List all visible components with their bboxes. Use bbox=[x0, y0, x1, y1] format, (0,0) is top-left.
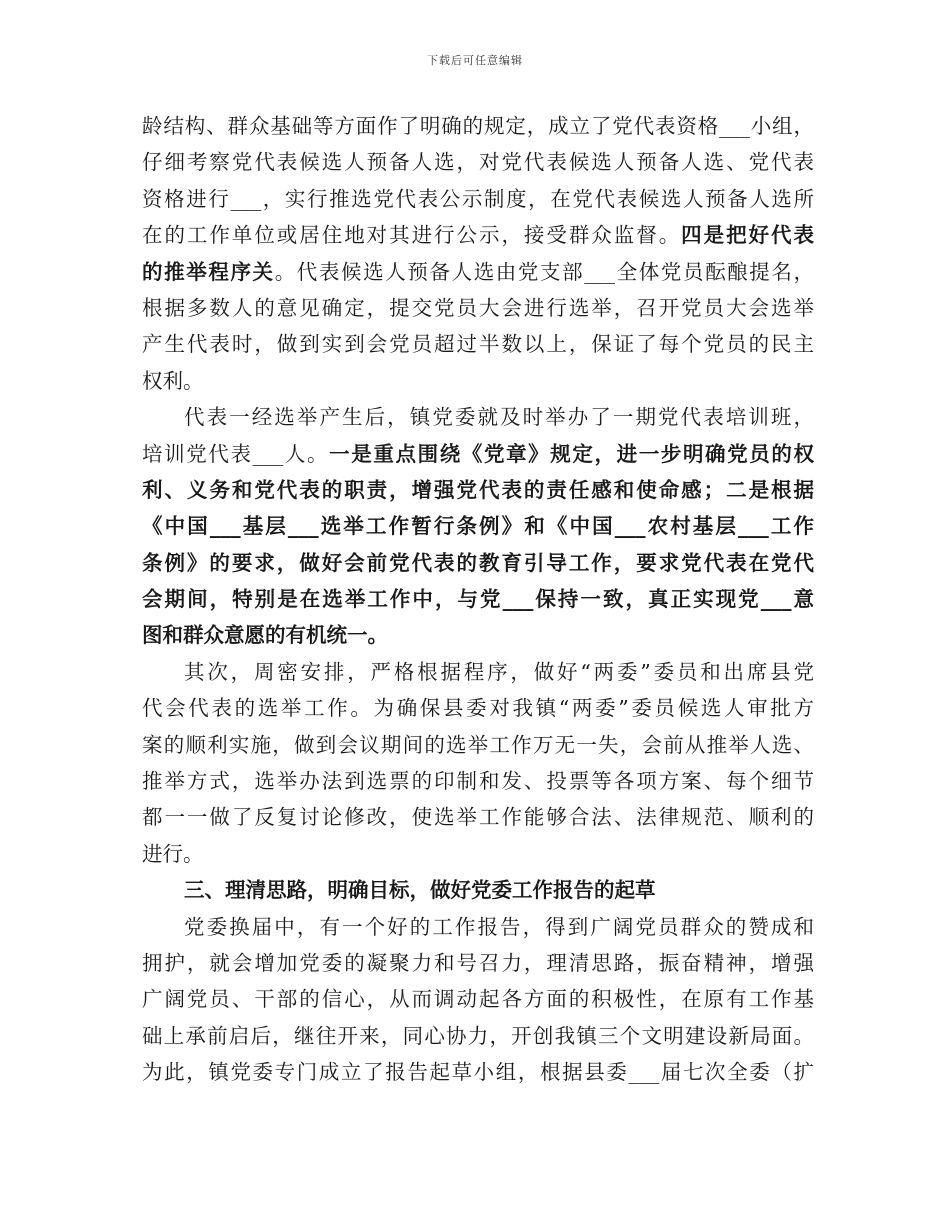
text-line bbox=[142, 945, 814, 981]
text-line bbox=[142, 617, 814, 653]
text-line bbox=[142, 799, 814, 835]
text-run: 础上承前启后，继往开来，同心协力，开创我镇三个文明建设新局面。 bbox=[142, 1023, 814, 1048]
text-run: 党委换届中，有一个好的工作报告，得到广阔党员群众的赞成和 bbox=[184, 914, 814, 939]
text-run: 龄结构、群众基础等方面作了明确的规定，成立了党代表资格___小组， bbox=[142, 114, 814, 138]
text-line bbox=[142, 363, 814, 399]
text-run: 资格进行___，实行推选党代表公示制度，在党代表候选人预备人选所 bbox=[142, 186, 814, 211]
text-line bbox=[142, 836, 814, 872]
bold-text-run: 会期间，特别是在选举工作中，与党___保持一致，真正实现党___意 bbox=[142, 587, 814, 612]
text-run: 代会代表的选举工作。为确保县委对我镇“两委”委员候选人审批方 bbox=[142, 696, 814, 721]
text-line bbox=[142, 290, 814, 326]
text-run: 广阔党员、干部的信心，从而调动起各方面的积极性，在原有工作基 bbox=[142, 987, 814, 1012]
bold-text-run: 图和群众意愿的有机统一。 bbox=[142, 623, 388, 648]
bold-text-run: 三、理清思路，明确目标，做好党委工作报告的起草 bbox=[184, 878, 656, 903]
text-line bbox=[142, 144, 814, 180]
text-line bbox=[142, 217, 814, 253]
text-run: 其次，周密安排，严格根据程序，做好“两委”委员和出席县党 bbox=[184, 659, 814, 684]
text-line bbox=[142, 545, 814, 581]
text-line bbox=[142, 181, 814, 217]
text-line bbox=[142, 436, 814, 472]
text-line bbox=[142, 909, 814, 945]
text-line bbox=[142, 254, 814, 290]
text-line bbox=[142, 1054, 814, 1090]
bold-text-run: 一是重点围绕《党章》规定，进一步明确党员的权 bbox=[329, 441, 815, 466]
text-run: 拥护，就会增加党委的凝聚力和号召力，理清思路，振奋精神，增强 bbox=[142, 950, 814, 975]
bold-text-run: 条例》的要求，做好会前党代表的教育引导工作，要求党代表在党代 bbox=[142, 550, 814, 575]
text-run: 培训党代表___人。 bbox=[142, 441, 330, 466]
text-run: 仔细考察党代表候选人预备人选，对党代表候选人预备人选、党代表 bbox=[142, 150, 814, 175]
bold-text-run: 四是把好代表 bbox=[681, 223, 814, 248]
text-line bbox=[142, 872, 814, 908]
text-line bbox=[142, 690, 814, 726]
bold-text-run: 《中国___基层___选举工作暂行条例》和《中国___农村基层___工作 bbox=[142, 514, 814, 539]
document-body bbox=[142, 108, 814, 1091]
text-line bbox=[142, 108, 814, 144]
text-run: 根据多数人的意见确定，提交党员大会进行选举，召开党员大会选举 bbox=[142, 295, 814, 320]
text-line bbox=[142, 472, 814, 508]
text-line bbox=[142, 981, 814, 1017]
text-line bbox=[142, 727, 814, 763]
text-line bbox=[142, 654, 814, 690]
text-line bbox=[142, 508, 814, 544]
bold-text-run: 利、义务和党代表的职责，增强党代表的责任感和使命感；二是根据 bbox=[142, 477, 814, 502]
text-line bbox=[142, 399, 814, 435]
text-line bbox=[142, 763, 814, 799]
text-run: 都一一做了反复讨论修改，使选举工作能够合法、法律规范、顺利的 bbox=[142, 805, 814, 830]
page-header-note: 下载后可任意编辑 bbox=[427, 54, 523, 67]
bold-text-run: 的推举程序关 bbox=[142, 259, 275, 284]
text-run: 产生代表时，做到实到会党员超过半数以上，保证了每个党员的民主 bbox=[142, 332, 814, 357]
text-run: 。代表候选人预备人选由党支部___全体党员酝酿提名， bbox=[274, 259, 815, 284]
text-run: 为此，镇党委专门成立了报告起草小组，根据县委___届七次全委（扩 bbox=[142, 1060, 814, 1085]
text-run: 进行。 bbox=[142, 841, 204, 866]
text-run: 权利。 bbox=[142, 368, 204, 393]
text-line bbox=[142, 326, 814, 362]
text-run: 推举方式，选举办法到选票的印制和发、投票等各项方案、每个细节 bbox=[142, 769, 814, 794]
text-line bbox=[142, 581, 814, 617]
text-run: 在的工作单位或居住地对其进行公示，接受群众监督。 bbox=[142, 223, 682, 248]
text-run: 代表一经选举产生后，镇党委就及时举办了一期党代表培训班， bbox=[184, 405, 814, 430]
text-line bbox=[142, 1018, 814, 1054]
text-run: 案的顺利实施，做到会议期间的选举工作万无一失，会前从推举人选、 bbox=[142, 732, 814, 757]
